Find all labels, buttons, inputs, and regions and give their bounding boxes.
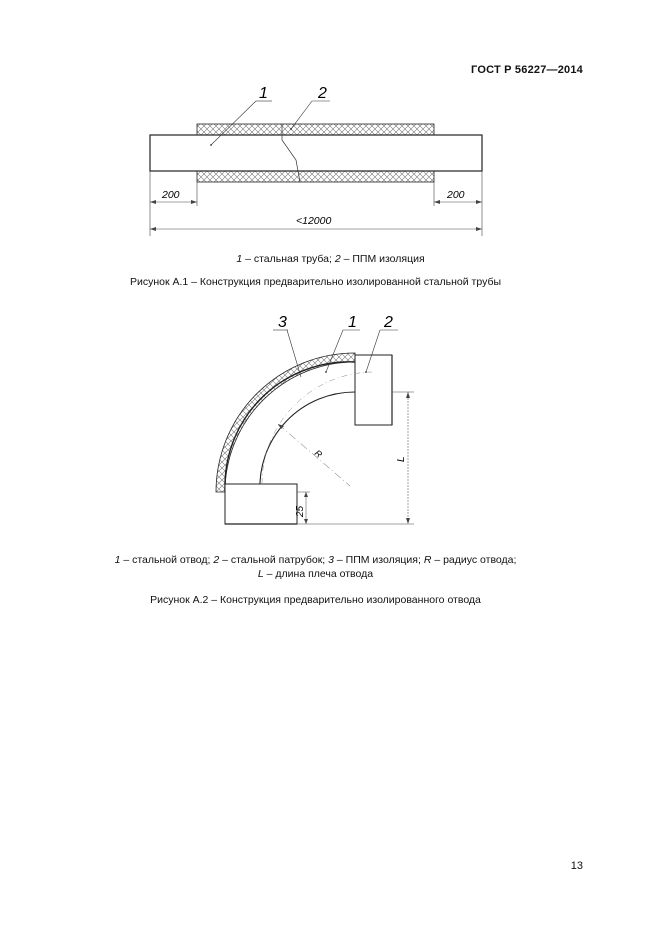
- legend-text: – стальной отвод;: [120, 554, 214, 566]
- legend-text: – стальная труба;: [242, 253, 335, 265]
- dim-left-200: 200: [162, 189, 180, 201]
- fig1-callout-2: 2: [318, 85, 327, 102]
- legend-num: 2: [334, 253, 341, 265]
- legend-num: 1: [236, 253, 243, 265]
- figure2-legend: [0, 553, 631, 581]
- legend-num: 1: [114, 554, 121, 566]
- page-number: 13: [570, 860, 583, 872]
- elbow-outer: [225, 362, 355, 492]
- dim-nozzle-25: 25: [295, 505, 306, 517]
- fig2-callout-1: 1: [348, 314, 357, 331]
- dim-radius-R: R: [312, 447, 325, 460]
- dim-total-length: <12000: [296, 215, 332, 227]
- elbow-inner: [260, 392, 355, 492]
- figure1-drawing: [150, 85, 482, 236]
- steel-pipe: [150, 135, 482, 171]
- legend-num: R: [423, 554, 432, 566]
- nozzle-bottom: [225, 484, 297, 524]
- figure2-caption: Рисунок А.2 – Конструкция предварительно изолированного отвода: [150, 594, 481, 606]
- figure2-legend-line1: [0, 553, 631, 567]
- nozzle-top: [355, 355, 392, 425]
- legend-text: – радиус отвода;: [431, 554, 517, 566]
- figure1-caption: Рисунок А.1 – Конструкция предварительно изолированной стальной трубы: [129, 276, 502, 288]
- legend-text: – ППМ изоляция: [340, 253, 425, 265]
- fig2-callout-3: 3: [278, 314, 287, 331]
- fig1-callout-1: 1: [259, 85, 268, 102]
- dim-right-200: 200: [447, 189, 465, 201]
- dim-arm-L: L: [396, 456, 407, 462]
- legend-text: – стальной патрубок;: [219, 554, 329, 566]
- legend-text: – ППМ изоляция;: [333, 554, 424, 566]
- insulation-bottom: [197, 171, 434, 182]
- legend-num: 3: [328, 554, 334, 566]
- figure2-drawing: [216, 314, 414, 524]
- fig2-callout-2: 2: [384, 314, 393, 331]
- insulation-top: [197, 124, 434, 135]
- legend-num: L: [257, 568, 264, 580]
- figure1-legend: [0, 252, 661, 266]
- figure2-legend-line2: [0, 567, 631, 581]
- legend-num: 2: [213, 554, 220, 566]
- legend-text: – длина плеча отвода: [263, 568, 374, 580]
- document-header: ГОСТ Р 56227—2014: [471, 64, 583, 76]
